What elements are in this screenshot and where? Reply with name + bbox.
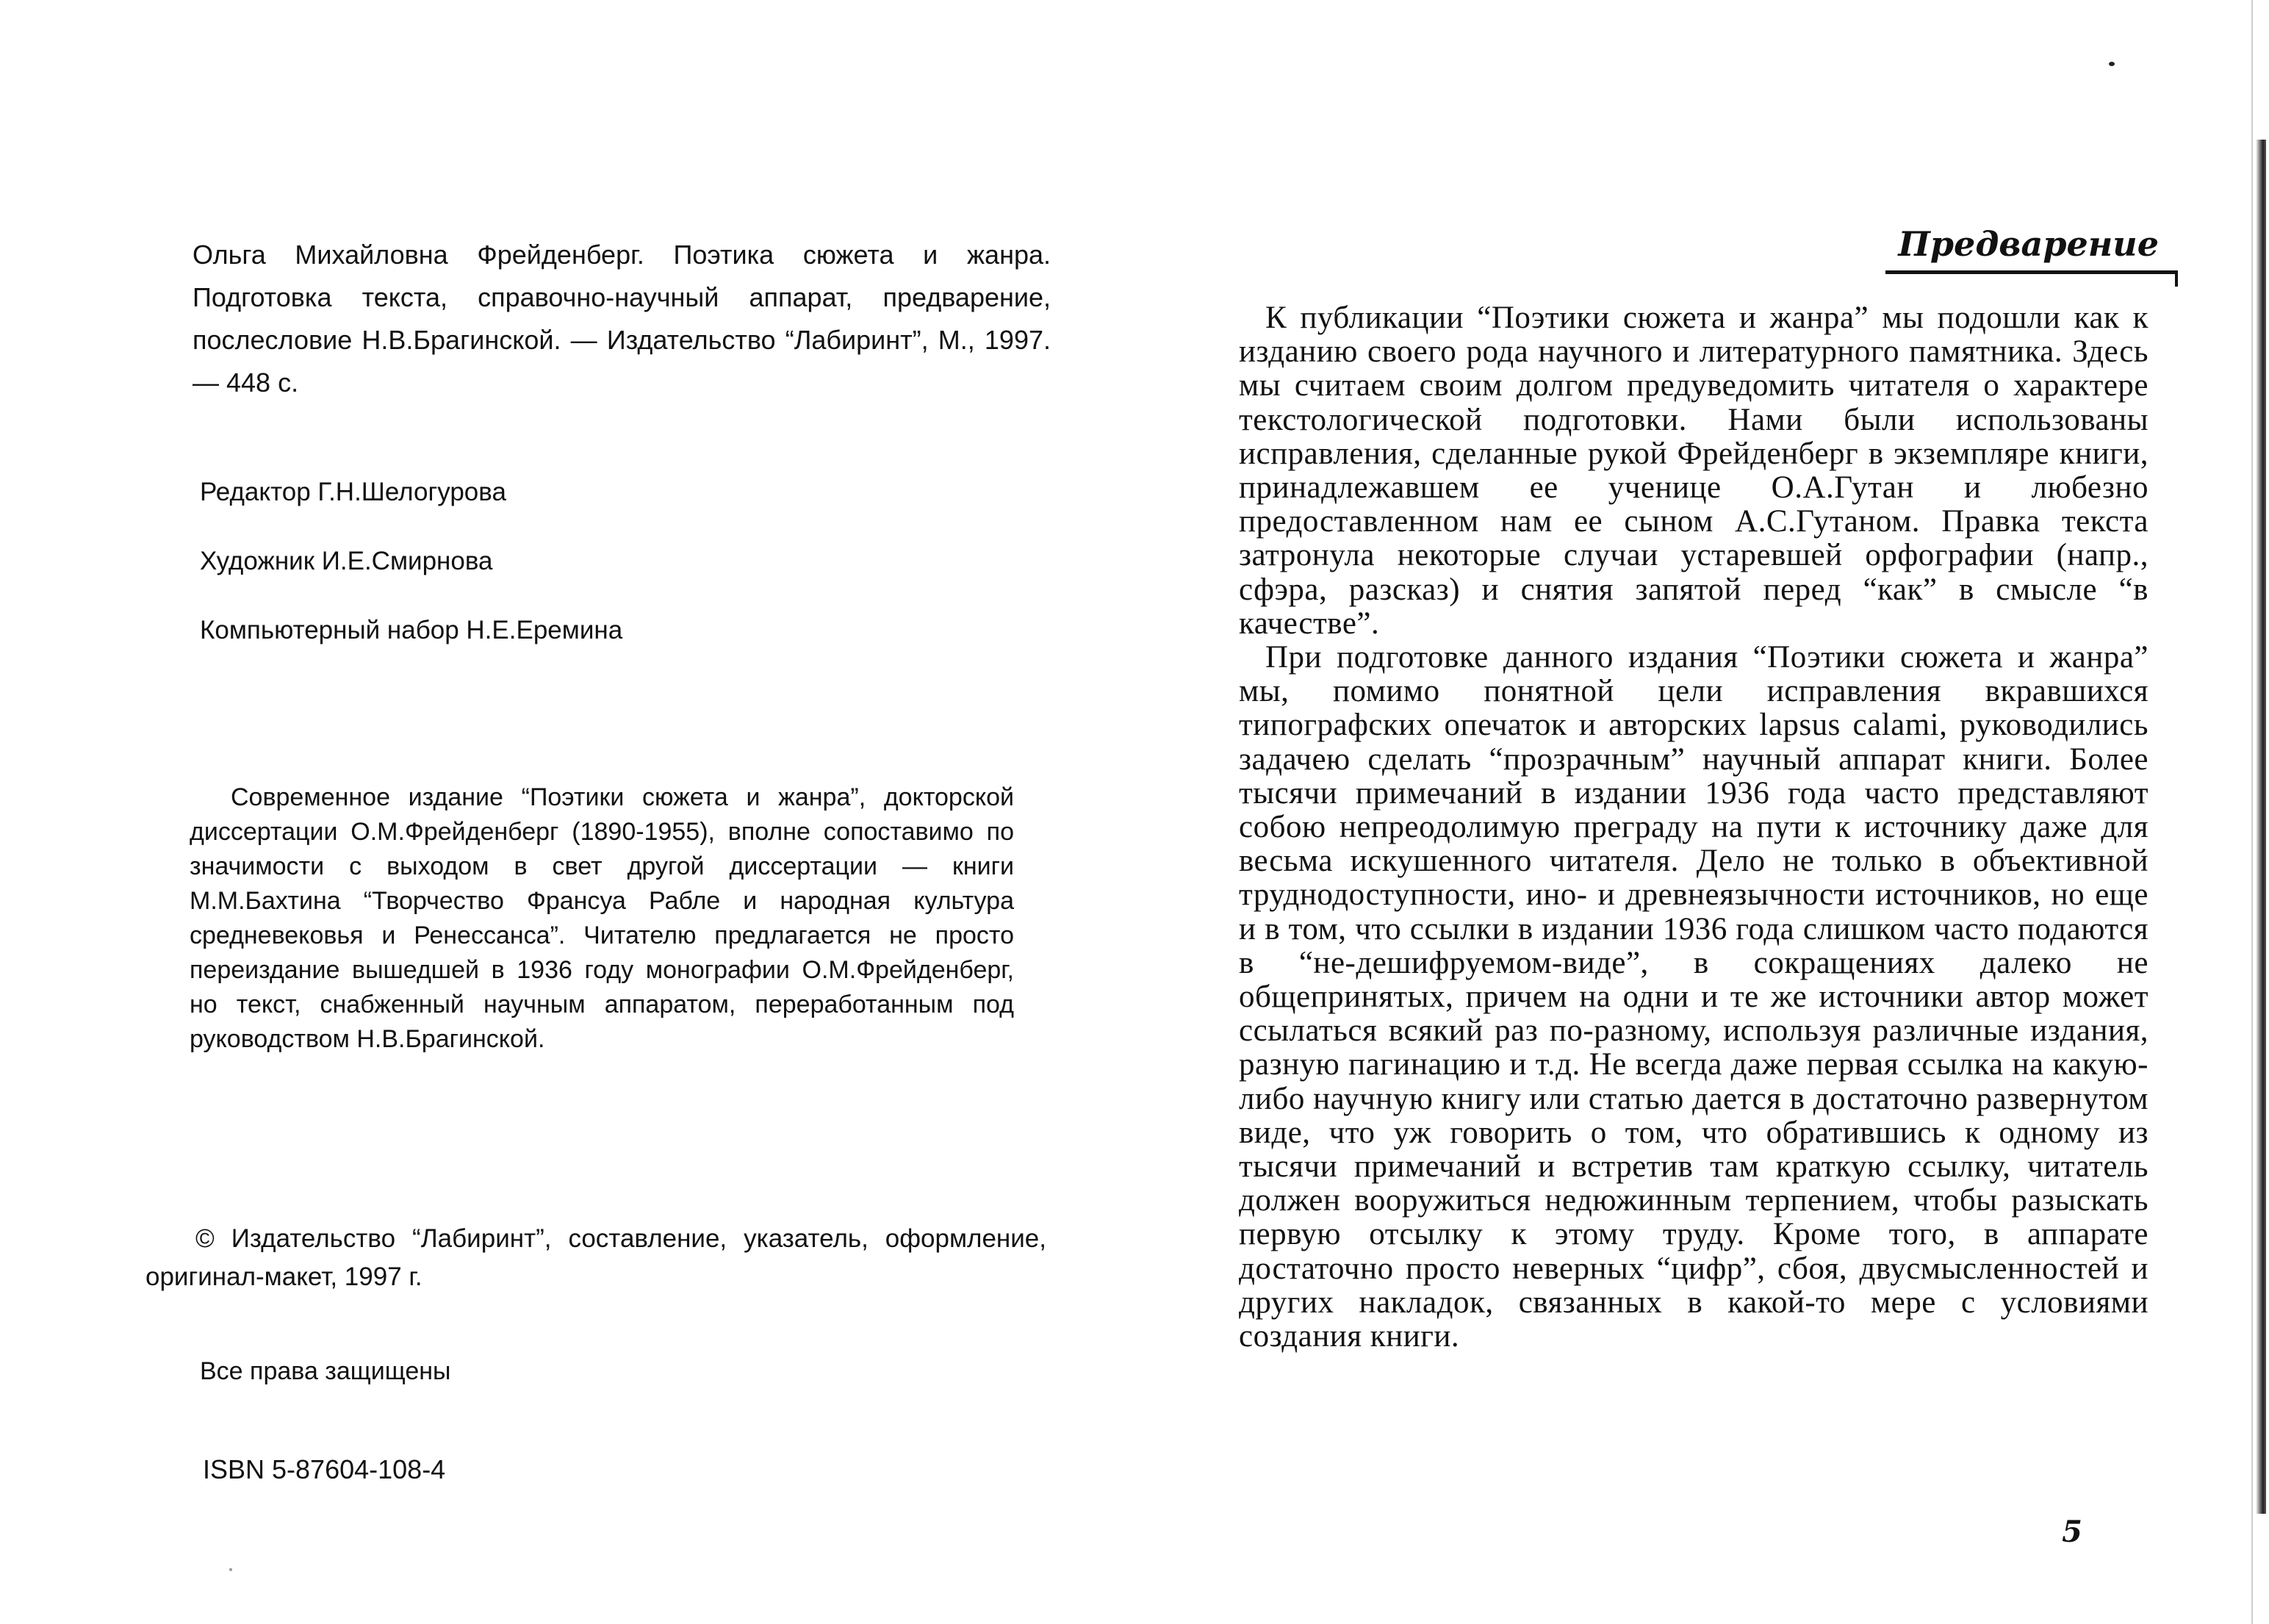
- page-number: 5: [2062, 1515, 2082, 1549]
- rights-reserved: Все права защищены: [200, 1357, 451, 1385]
- section-heading: Предварение: [1898, 224, 2159, 264]
- artist-credit: Художник И.Е.Смирнова: [200, 547, 493, 575]
- paragraph-2: При подготовке данного издания “Поэтики сюжета и жанра” мы, помимо понятной цели исправления вкравшихся типографских опечаток и авторских lapsus calami, руководились задачею сделать “прозрачным” научный аппарат книги. Более тысячи примечаний в издании 1936 года часто представляют собою непреодолимую преграду на пути к источнику даже для весьма искушенного читателя. Дело не только в объективной труднодоступности, ино- и древнеязычности источников, но еще и в том, что ссылки в издании 1936 года слишком часто подаются в “не-дешифруемом-виде”, в сокращениях далеко не общепринятых, причем на одни и те же источники автор может ссылаться всякий раз по-разному, используя различные издания, разную пагинацию и т.д. Не всегда даже первая ссылка на какую-либо научную книгу или статью дается в достаточно развернутом виде, что уж говорить о том, что обратившись к одному из тысячи примечаний и встретив там краткую ссылку, читатель должен вооружиться недюжинным терпением, чтобы разыскать первую отсылку к этому труду. Кроме того, в аппарате достаточно просто неверных “цифр”, сбоя, двусмысленностей и других накладок, связанных в какой-то мере с условиями создания книги.: [1239, 640, 2148, 1354]
- annotation: Современное издание “Поэтики сюжета и жанра”, докторской диссертации О.М.Фрейденберг (1890-1955), вполне сопоставимо по значимости с выходом в свет другой диссертации — книги М.М.Бахтина “Творчество Франсуа Рабле и народная культура средневековья и Ренессанса”. Читателю предлагается не просто переиздание вышедшей в 1936 году монографии О.М.Фрейденберг, но текст, снабженный научным аппаратом, переработанным под руководством Н.В.Брагинской.: [190, 783, 1014, 1053]
- copyright-notice: © Издательство “Лабиринт”, составление, указатель, оформление, оригинал-макет, 1997 г.: [145, 1224, 1046, 1291]
- paragraph-1: К публикации “Поэтики сюжета и жанра” мы подошли как к изданию своего рода научного и литературного памятника. Здесь мы считаем своим долгом предуведомить читателя о характере текстологической подготовки. Нами были использованы исправления, сделанные рукой Фрейденберг в экземпляре книги, принадлежавшем ее ученице О.А.Гутан и любезно предоставленном нам ее сыном А.С.Гутаном. Правка текста затронула некоторые случаи устаревшей орфографии (напр., сфэра, разсказ) и снятия запятой перед “как” в смысле “в качестве”.: [1239, 301, 2148, 641]
- bibliographic-record: Ольга Михайловна Фрейденберг. Поэтика сюжета и жанра. Подготовка текста, справочно-научный аппарат, предварение, послесловие Н.В.Брагинской. — Издательство “Лабиринт”, М., 1997. — 448 с.: [193, 240, 1051, 398]
- editor-credit: Редактор Г.Н.Шелогурова: [200, 478, 506, 506]
- preface-body: [1239, 301, 2148, 1354]
- left-page: [0, 0, 1134, 1624]
- print-speck: [229, 1568, 232, 1571]
- isbn: ISBN 5-87604-108-4: [203, 1454, 446, 1484]
- heading-rule-end: [2175, 270, 2178, 287]
- typesetting-credit: Компьютерный набор Н.Е.Еремина: [200, 616, 623, 644]
- binding-shadow: [2256, 140, 2266, 1514]
- print-speck: [2109, 62, 2115, 66]
- binding-edge-line: [2251, 0, 2253, 1624]
- right-page: [1134, 0, 2269, 1624]
- heading-underline: [1885, 270, 2178, 274]
